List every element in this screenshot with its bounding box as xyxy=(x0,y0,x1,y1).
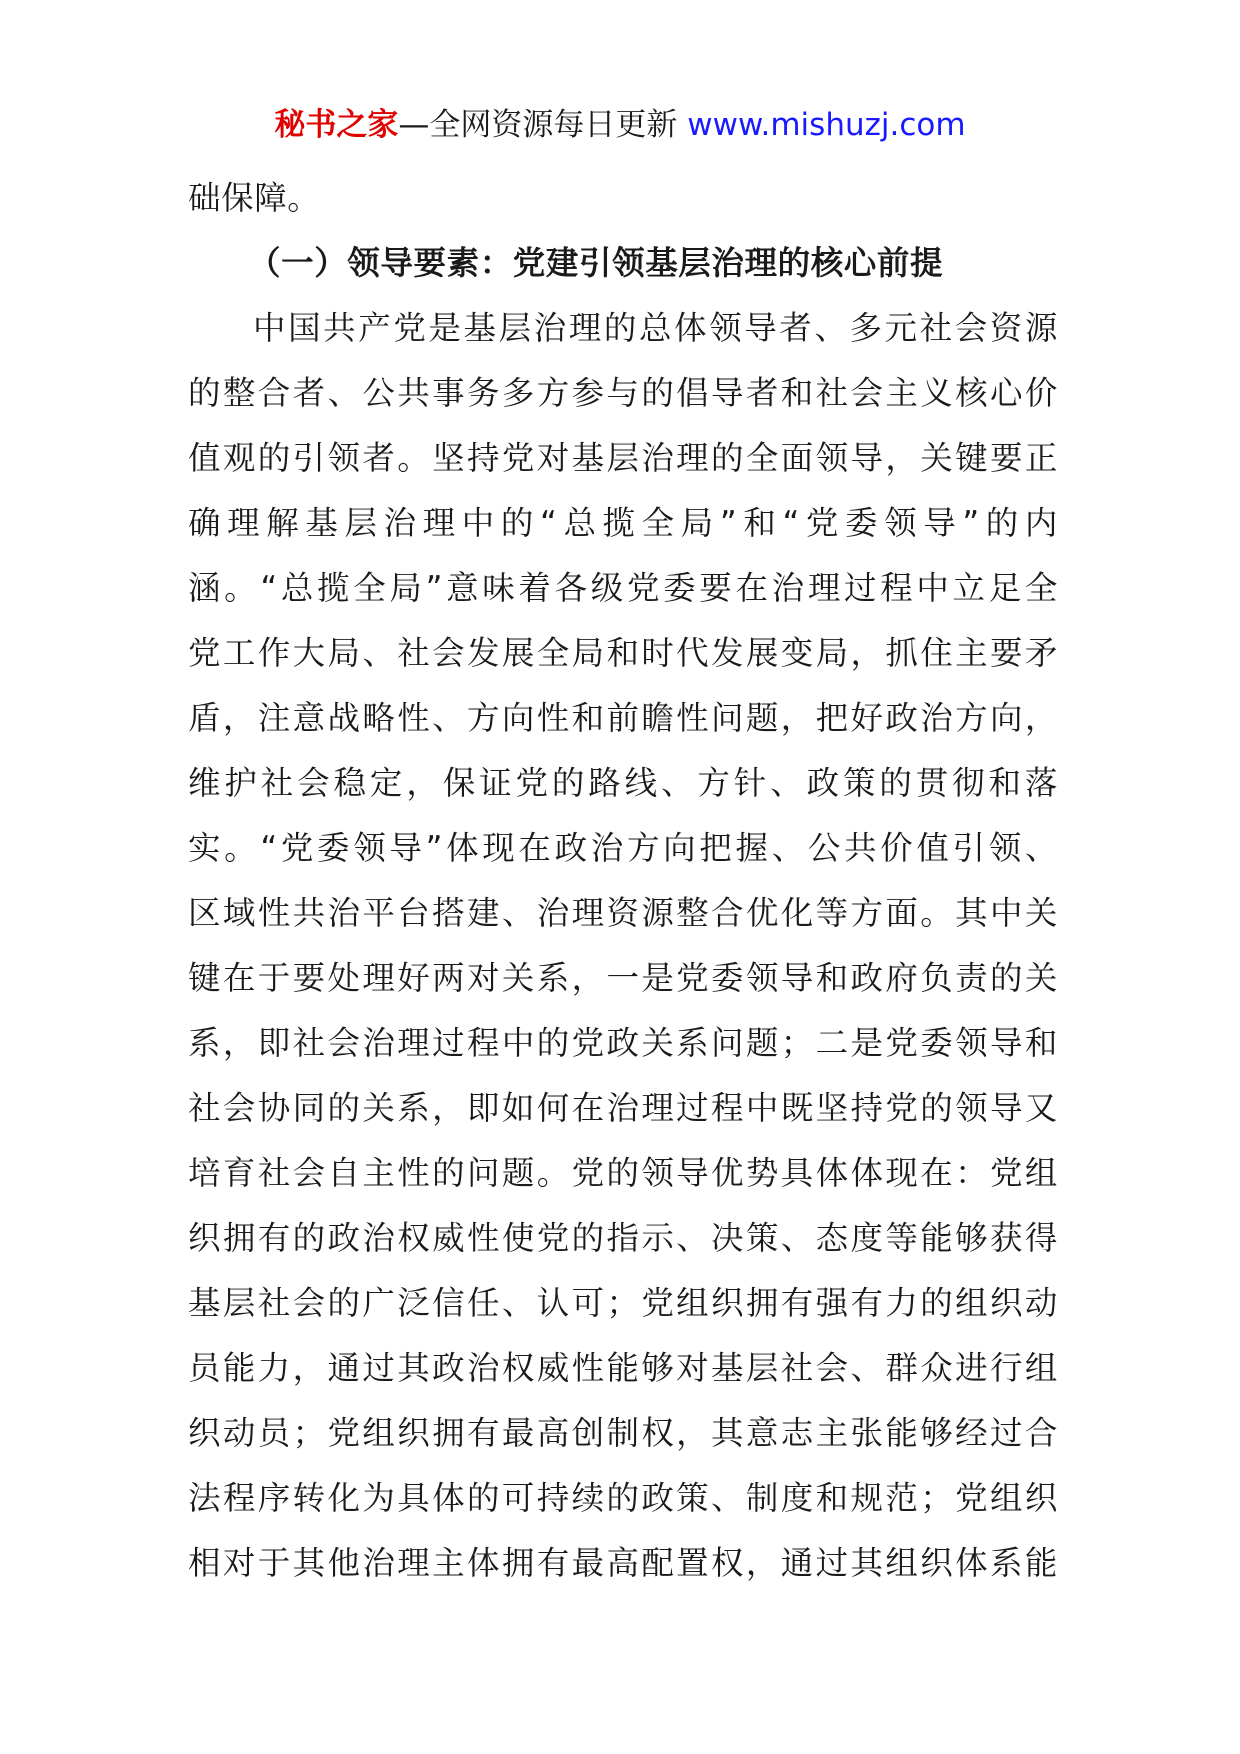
paragraph-line: 键在于要处理好两对关系，一是党委领导和政府负责的关 xyxy=(188,959,1058,997)
paragraph-line: 实。“党委领导”体现在政治方向把握、公共价值引领、 xyxy=(188,829,1058,867)
paragraph-line: 织拥有的政治权威性使党的指示、决策、态度等能够获得 xyxy=(188,1219,1058,1257)
paragraph-line: 的整合者、公共事务多方参与的倡导者和社会主义核心价 xyxy=(188,374,1058,412)
continued-line: 础保障。 xyxy=(188,179,321,217)
paragraph-line: 法程序转化为具体的可持续的政策、制度和规范；党组织 xyxy=(188,1479,1058,1517)
paragraph-line: 员能力，通过其政治权威性能够对基层社会、群众进行组 xyxy=(188,1349,1058,1387)
brand-name: 秘书之家 xyxy=(274,107,399,143)
paragraph-line: 区域性共治平台搭建、治理资源整合优化等方面。其中关 xyxy=(188,894,1058,932)
paragraph-line: 维护社会稳定，保证党的路线、方针、政策的贯彻和落 xyxy=(188,764,1058,802)
paragraph-line: 社会协同的关系，即如何在治理过程中既坚持党的领导又 xyxy=(188,1089,1058,1127)
section-heading: （一）领导要素：党建引领基层治理的核心前提 xyxy=(248,244,944,282)
paragraph-line: 党工作大局、社会发展全局和时代发展变局，抓住主要矛 xyxy=(188,634,1058,672)
site-url-link[interactable]: www.mishuzj.com xyxy=(687,107,966,143)
paragraph-line: 涵。“总揽全局”意味着各级党委要在治理过程中立足全 xyxy=(188,569,1058,607)
paragraph-line: 系，即社会治理过程中的党政关系问题；二是党委领导和 xyxy=(188,1024,1058,1062)
paragraph-line: 织动员；党组织拥有最高创制权，其意志主张能够经过合 xyxy=(188,1414,1058,1452)
paragraph-line: 值观的引领者。坚持党对基层治理的全面领导，关键要正 xyxy=(188,439,1058,477)
site-header xyxy=(0,103,1240,147)
paragraph-line: 确理解基层治理中的“总揽全局”和“党委领导”的内 xyxy=(188,504,1058,542)
header-tagline: —全网资源每日更新 xyxy=(398,107,678,143)
document-body xyxy=(188,166,1058,1596)
paragraph-line: 培育社会自主性的问题。党的领导优势具体体现在：党组 xyxy=(188,1154,1058,1192)
paragraph-line: 中国共产党是基层治理的总体领导者、多元社会资源 xyxy=(253,309,1058,347)
paragraph-line: 基层社会的广泛信任、认可；党组织拥有强有力的组织动 xyxy=(188,1284,1058,1322)
paragraph-line: 盾，注意战略性、方向性和前瞻性问题，把好政治方向， xyxy=(188,699,1058,737)
paragraph-line: 相对于其他治理主体拥有最高配置权，通过其组织体系能 xyxy=(188,1544,1058,1582)
